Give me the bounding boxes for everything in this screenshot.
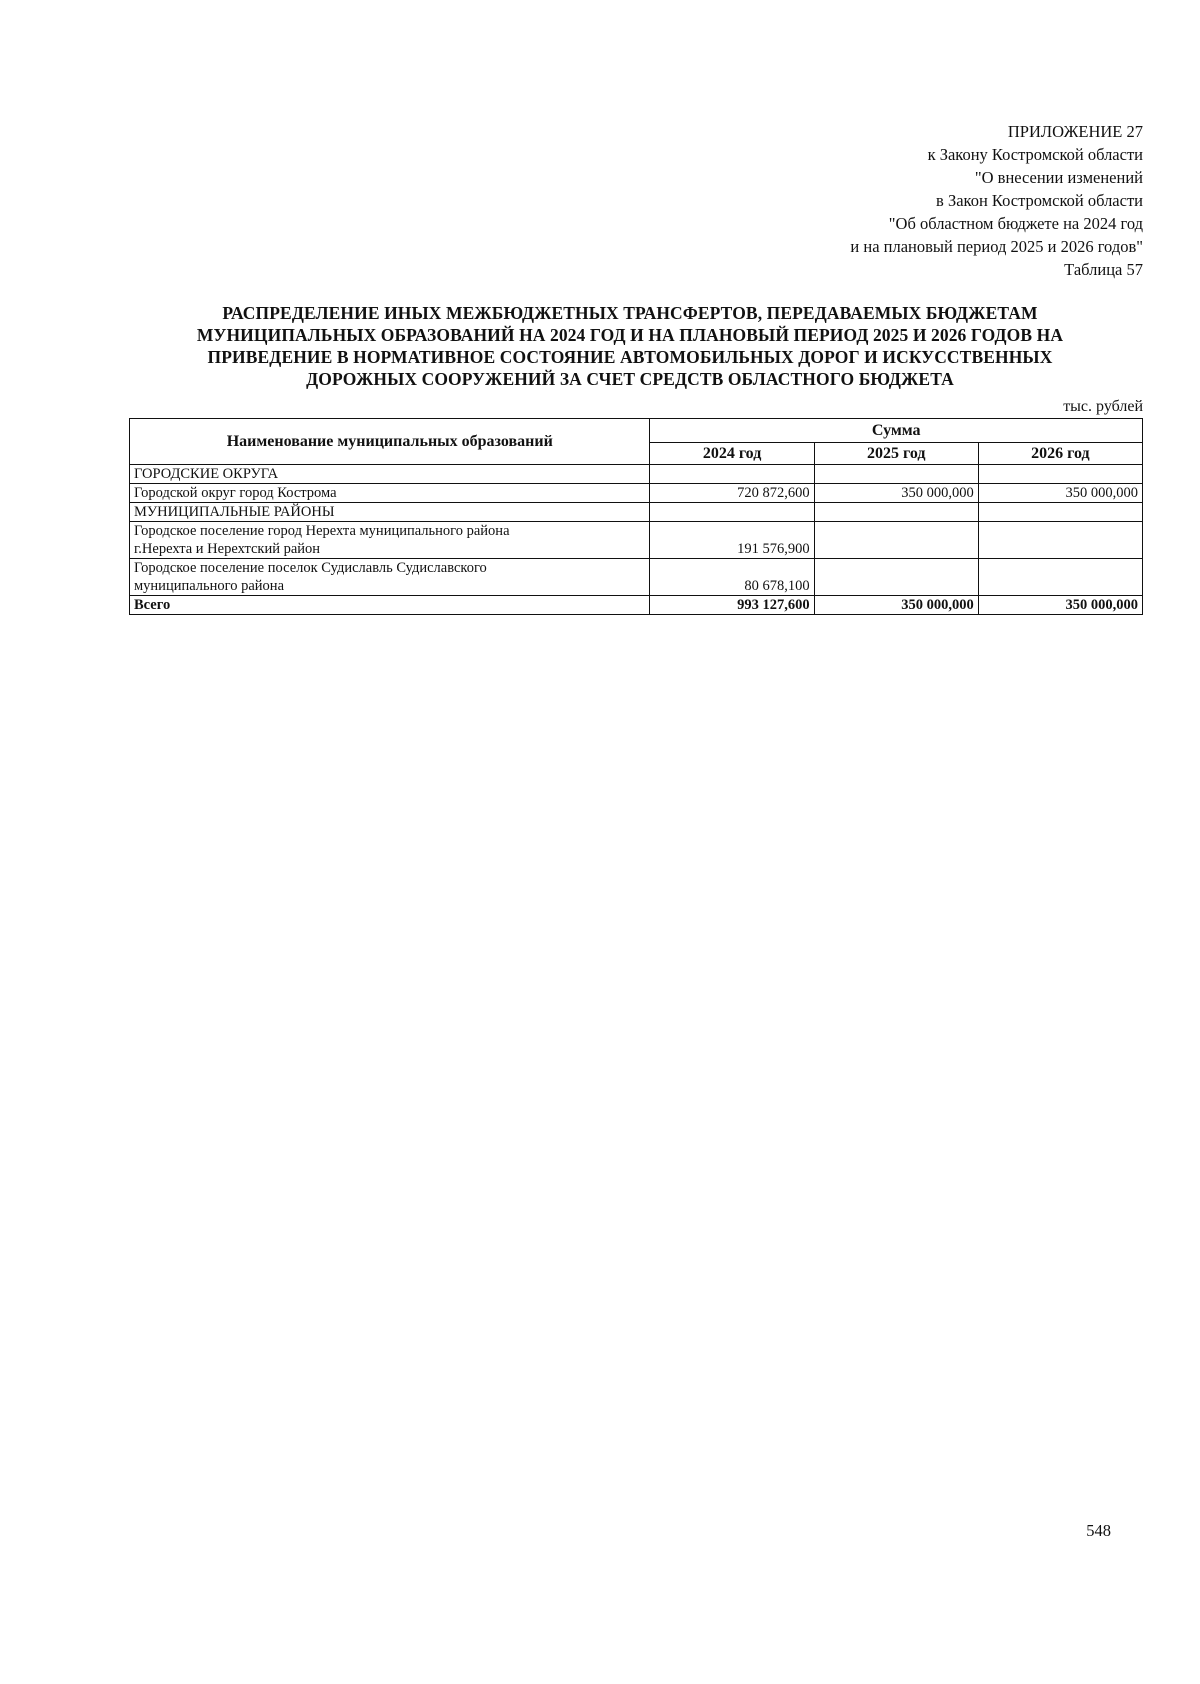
document-title-line: МУНИЦИПАЛЬНЫХ ОБРАЗОВАНИЙ НА 2024 ГОД И НА ПЛАНОВЫЙ ПЕРИОД 2025 И 2026 ГОДОВ НА xyxy=(196,325,1064,345)
value-2025 xyxy=(814,559,978,596)
total-row xyxy=(130,596,1143,615)
value-2025 xyxy=(814,465,978,484)
column-header-name: Наименование муниципальных образований xyxy=(130,419,650,465)
appendix-header xyxy=(623,120,1143,281)
transfers-table xyxy=(129,418,1143,615)
total-2025: 350 000,000 xyxy=(814,596,978,615)
value-2026 xyxy=(978,559,1142,596)
table-row xyxy=(130,503,1143,522)
value-2024: 191 576,900 xyxy=(650,522,814,559)
appendix-header-line: и на плановый период 2025 и 2026 годов" xyxy=(850,237,1143,256)
appendix-header-line: ПРИЛОЖЕНИЕ 27 xyxy=(1007,122,1143,141)
column-header-2024: 2024 год xyxy=(650,443,814,465)
value-2026: 350 000,000 xyxy=(978,484,1142,503)
value-2024: 80 678,100 xyxy=(650,559,814,596)
table-row xyxy=(130,484,1143,503)
municipality-name: Городской округ город Кострома xyxy=(130,484,650,503)
column-header-sum: Сумма xyxy=(650,419,1143,443)
table-row xyxy=(130,465,1143,484)
section-heading: МУНИЦИПАЛЬНЫЕ РАЙОНЫ xyxy=(130,503,650,522)
appendix-header-line: "О внесении изменений xyxy=(974,168,1143,187)
value-2025 xyxy=(814,522,978,559)
value-2025: 350 000,000 xyxy=(814,484,978,503)
value-2026 xyxy=(978,465,1142,484)
total-label: Всего xyxy=(130,596,650,615)
value-2024 xyxy=(650,465,814,484)
value-2024: 720 872,600 xyxy=(650,484,814,503)
document-title-line: РАСПРЕДЕЛЕНИЕ ИНЫХ МЕЖБЮДЖЕТНЫХ ТРАНСФЕРТОВ, ПЕРЕДАВАЕМЫХ БЮДЖЕТАМ xyxy=(222,303,1038,323)
municipality-name: Городское поселение город Нерехта муниципального района г.Нерехта и Нерехтский район xyxy=(130,522,650,559)
table-row xyxy=(130,559,1143,596)
value-2026 xyxy=(978,522,1142,559)
unit-label: тыс. рублей xyxy=(1063,398,1143,415)
value-2025 xyxy=(814,503,978,522)
appendix-header-line: "Об областном бюджете на 2024 год xyxy=(888,214,1143,233)
document-title-line: ПРИВЕДЕНИЕ В НОРМАТИВНОЕ СОСТОЯНИЕ АВТОМОБИЛЬНЫХ ДОРОГ И ИСКУССТВЕННЫХ xyxy=(207,347,1053,367)
table-row xyxy=(130,522,1143,559)
value-2026 xyxy=(978,503,1142,522)
total-2026: 350 000,000 xyxy=(978,596,1142,615)
section-heading: ГОРОДСКИЕ ОКРУГА xyxy=(130,465,650,484)
table-number: Таблица 57 xyxy=(1064,260,1143,279)
value-2024 xyxy=(650,503,814,522)
appendix-header-line: в Закон Костромской области xyxy=(936,191,1143,210)
document-title xyxy=(120,302,1140,390)
column-header-2026: 2026 год xyxy=(978,443,1142,465)
appendix-header-line: к Закону Костромской области xyxy=(927,145,1143,164)
document-title-line: ДОРОЖНЫХ СООРУЖЕНИЙ ЗА СЧЕТ СРЕДСТВ ОБЛАСТНОГО БЮДЖЕТА xyxy=(306,369,954,389)
column-header-2025: 2025 год xyxy=(814,443,978,465)
municipality-name: Городское поселение поселок Судиславль Судиславского муниципального района xyxy=(130,559,650,596)
page-number: 548 xyxy=(1086,1521,1111,1540)
total-2024: 993 127,600 xyxy=(650,596,814,615)
